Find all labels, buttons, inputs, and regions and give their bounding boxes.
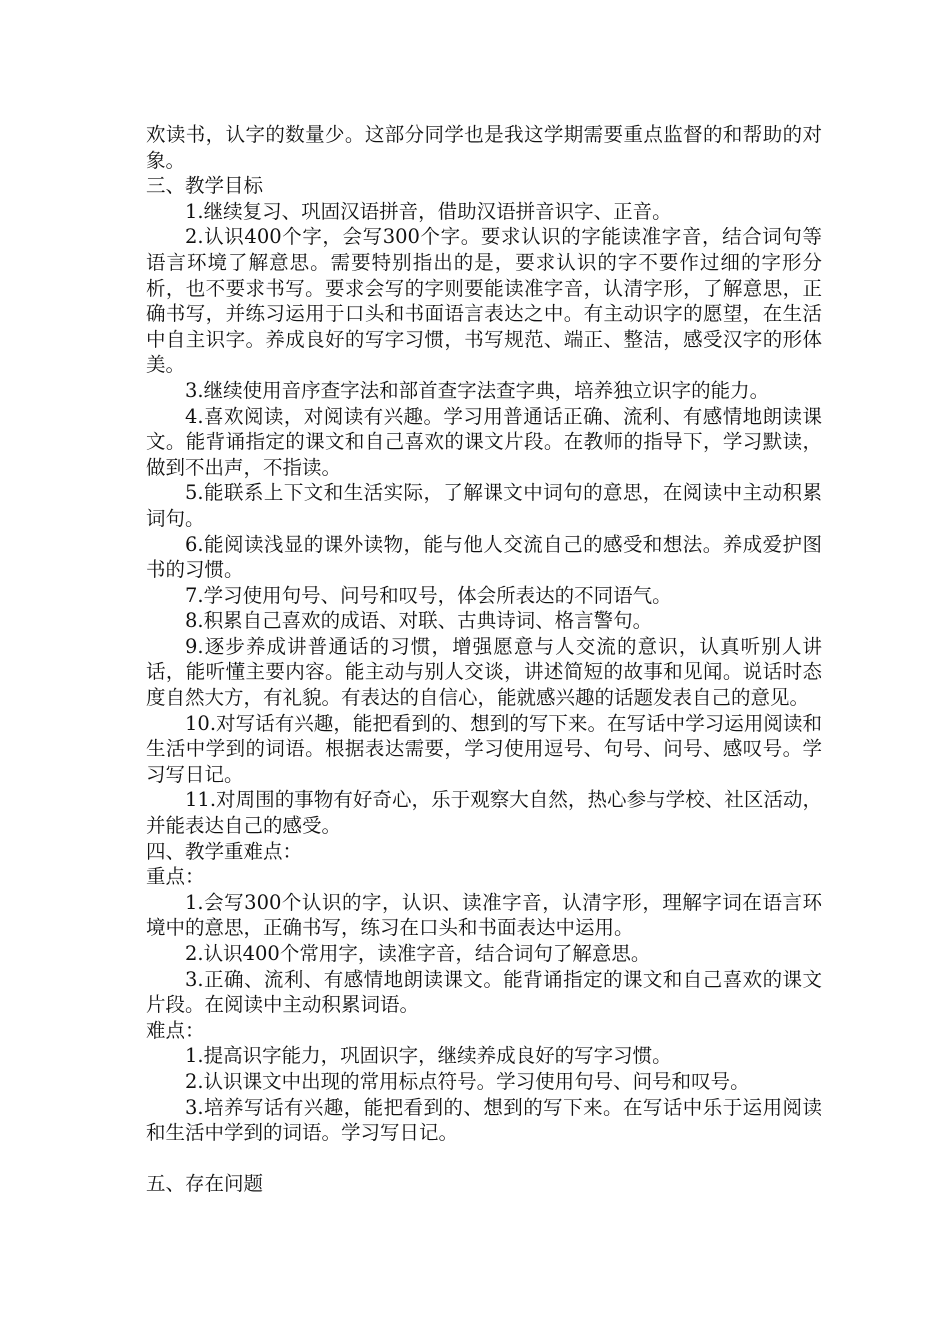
goal-item: 1.继续复习、巩固汉语拼音，借助汉语拼音识字、正音。 bbox=[185, 199, 672, 223]
difficult-point-item: 2.认识课文中出现的常用标点符号。学习使用句号、问号和叹号。 bbox=[185, 1069, 750, 1093]
difficult-point-item: 3.培养写话有兴趣，能把看到的、想到的写下来。在写话中乐于运用阅读和生活中学到的词语。学习写日记。 bbox=[146, 1095, 822, 1145]
section-heading-existing-problems: 五、存在问题 bbox=[146, 1172, 264, 1196]
section-heading-teaching-goals: 三、教学目标 bbox=[146, 174, 264, 198]
key-point-item: 2.认识400个常用字，读准字音，结合词句了解意思。 bbox=[185, 942, 651, 965]
key-points-label: 重点： bbox=[146, 865, 205, 889]
goal-item: 10.对写话有兴趣，能把看到的、想到的写下来。在写话中学习运用阅读和生活中学到的词语。根据表达需要，学习使用逗号、句号、问号、感叹号。学习写日记。 bbox=[146, 711, 822, 786]
key-point-item: 1.会写300个认识的字，认识、读准字音，认清字形，理解字词在语言环境中的意思，正确书写，练习在口头和书面表达中运用。 bbox=[146, 890, 822, 940]
section-heading-key-difficult-points: 四、教学重难点： bbox=[146, 839, 303, 863]
difficult-point-item: 1.提高识字能力，巩固识字，继续养成良好的写字习惯。 bbox=[185, 1044, 672, 1068]
goal-item: 9.逐步养成讲普通话的习惯，增强愿意与人交流的意识，认真听别人讲话，能听懂主要内容。能主动与别人交谈，讲述简短的故事和见闻。说话时态度自然大方，有礼貌。有表达的自信心，能就感兴趣的话题发表自己的意见。 bbox=[146, 634, 822, 710]
document-page bbox=[146, 122, 822, 1197]
difficult-points-label: 难点： bbox=[146, 1018, 205, 1042]
goal-item: 7.学习使用句号、问号和叹号，体会所表达的不同语气。 bbox=[185, 583, 672, 607]
goal-item: 3.继续使用音序查字法和部首查字法查字典，培养独立识字的能力。 bbox=[185, 378, 770, 402]
intro-continuation: 欢读书，认字的数量少。这部分同学也是我这学期需要重点监督的和帮助的对象。 bbox=[146, 123, 822, 172]
goal-item: 11.对周围的事物有好奇心，乐于观察大自然，热心参与学校、社区活动，并能表达自己的感受。 bbox=[146, 788, 822, 838]
goal-item: 2.认识400个字，会写300个字。要求认识的字能读准字音，结合词句等语言环境了解意思。需要特别指出的是，要求认识的字不要作过细的字形分析，也不要求书写。要求会写的字则要能读准字音，认清字形，了解意思，正确书写，并练习运用于口头和书面语言表达之中。有主动识字的愿望，在生活中自主识字。养成良好的写字习惯，书写规范、端正、整洁，感受汉字的形体美。 bbox=[146, 225, 822, 377]
goal-item: 4.喜欢阅读，对阅读有兴趣。学习用普通话正确、流利、有感情地朗读课文。能背诵指定的课文和自己喜欢的课文片段。在教师的指导下，学习默读，做到不出声，不指读。 bbox=[146, 404, 822, 479]
goal-item: 8.积累自己喜欢的成语、对联、古典诗词、格言警句。 bbox=[185, 609, 653, 633]
goal-item: 6.能阅读浅显的课外读物，能与他人交流自己的感受和想法。养成爱护图书的习惯。 bbox=[146, 532, 822, 582]
goal-item: 5.能联系上下文和生活实际，了解课文中词句的意思，在阅读中主动积累词句。 bbox=[146, 481, 822, 530]
key-point-item: 3.正确、流利、有感情地朗读课文。能背诵指定的课文和自己喜欢的课文片段。在阅读中主动积累词语。 bbox=[146, 967, 822, 1017]
